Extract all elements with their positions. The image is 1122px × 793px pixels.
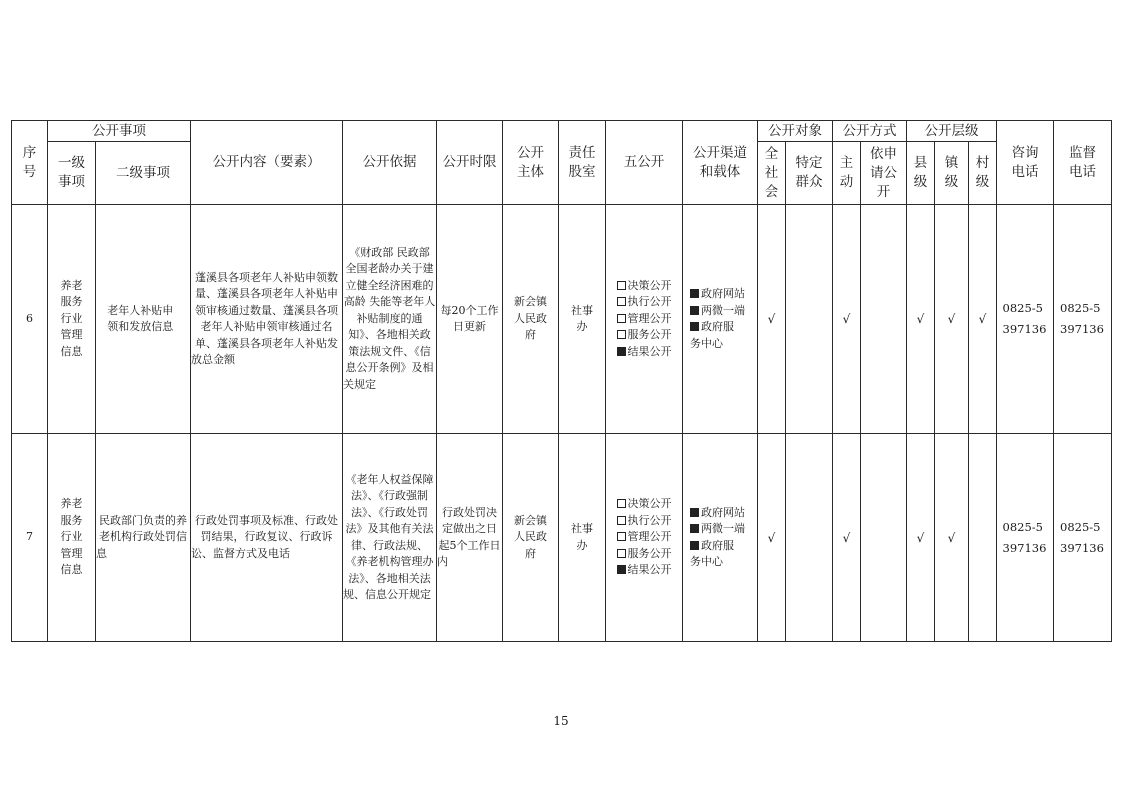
header-supervise-phone: 监督电话 [1054,121,1112,205]
header-whole-society: 全社会 [758,142,786,205]
five-open-option: 管理公开 [617,311,672,328]
checkbox-filled-icon [690,508,699,517]
row-supervise-phone: 0825-5397136 [1054,434,1112,642]
row-active: √ [833,434,861,642]
row-on-request [861,205,907,434]
channel-option: 两微一端 [690,521,757,538]
five-open-option: 服务公开 [617,546,672,563]
row-on-request [861,434,907,642]
row-village [969,434,997,642]
row-five-open [606,434,683,642]
row-level2: 老年人补贴申领和发放信息 [96,205,191,434]
header-five-open: 五公开 [606,121,683,205]
header-channel: 公开渠道和载体 [683,121,758,205]
channel-option: 政府服务中心 [690,320,734,350]
five-open-option: 结果公开 [617,562,672,579]
row-specific-group [786,434,833,642]
header-subject: 公开主体 [503,121,559,205]
row-whole-society: √ [758,434,786,642]
five-open-option: 服务公开 [617,327,672,344]
row-consult-phone: 0825-5397136 [997,434,1054,642]
header-group-mode: 公开方式 [833,121,907,142]
checkbox-empty-icon [617,281,626,290]
header-village: 村级 [969,142,997,205]
row-supervise-phone: 0825-5397136 [1054,205,1112,434]
header-on-request: 依申请公开 [861,142,907,205]
checkbox-empty-icon [617,330,626,339]
five-open-option: 结果公开 [617,344,672,361]
five-open-option: 管理公开 [617,529,672,546]
table-row [12,205,1112,434]
row-subject: 新会镇人民政府 [503,434,559,642]
header-group-target: 公开对象 [758,121,833,142]
header-time-limit: 公开时限 [437,121,503,205]
row-five-open [606,205,683,434]
row-time-limit: 行政处罚决定做出之日起5个工作日内 [437,434,503,642]
header-level1: 一级事项 [48,142,96,205]
checkbox-empty-icon [617,532,626,541]
five-open-option: 决策公开 [617,278,672,295]
checkbox-empty-icon [617,516,626,525]
page-number: 15 [553,714,569,728]
header-basis: 公开依据 [343,121,437,205]
row-basis: 《老年人权益保障法》、《行政强制法》、《行政处罚法》及其他有关法律、行政法规、《养老机构管理办法》、各地相关法规、信息公开规定 [343,434,437,642]
row-town: √ [935,434,969,642]
row-time-limit: 每20个工作日更新 [437,205,503,434]
header-county: 县级 [907,142,935,205]
row-office: 社事办 [559,205,606,434]
row-active: √ [833,205,861,434]
header-specific-group: 特定群众 [786,142,833,205]
row-seq: 6 [12,205,48,434]
row-seq: 7 [12,434,48,642]
checkbox-filled-icon [690,322,699,331]
checkbox-empty-icon [617,549,626,558]
row-level2: 民政部门负责的养老机构行政处罚信息 [96,434,191,642]
checkbox-filled-icon [617,565,626,574]
header-level2: 二级事项 [96,142,191,205]
row-specific-group [786,205,833,434]
checkbox-filled-icon [690,541,699,550]
row-county: √ [907,205,935,434]
row-channels [683,205,758,434]
header-group-level: 公开层级 [907,121,997,142]
checkbox-filled-icon [690,289,699,298]
checkbox-filled-icon [690,524,699,533]
header-consult-phone: 咨询电话 [997,121,1054,205]
row-town: √ [935,205,969,434]
row-channels [683,434,758,642]
header-seq: 序号 [12,121,48,205]
row-level1: 养老服务行业管理信息 [48,205,96,434]
row-consult-phone: 0825-5397136 [997,205,1054,434]
row-county: √ [907,434,935,642]
table-row [12,434,1112,642]
header-active: 主动 [833,142,861,205]
channel-option: 政府网站 [690,505,757,522]
header-group-items: 公开事项 [48,121,191,142]
channel-option: 政府网站 [690,286,757,303]
five-open-option: 决策公开 [617,496,672,513]
row-subject: 新会镇人民政府 [503,205,559,434]
checkbox-empty-icon [617,499,626,508]
checkbox-filled-icon [690,306,699,315]
five-open-option: 执行公开 [617,513,672,530]
row-content: 蓬溪县各项老年人补贴申领数量、蓬溪县各项老年人补贴申领审核通过数量、蓬溪县各项老年人补贴申领审核通过名单、蓬溪县各项老年人补贴发放总金额 [191,205,343,434]
row-level1: 养老服务行业管理信息 [48,434,96,642]
row-office: 社事办 [559,434,606,642]
header-content: 公开内容（要素） [191,121,343,205]
checkbox-filled-icon [617,347,626,356]
row-whole-society: √ [758,205,786,434]
row-village: √ [969,205,997,434]
checkbox-empty-icon [617,314,626,323]
channel-option: 两微一端 [690,303,757,320]
disclosure-table [11,120,1112,642]
header-office: 责任股室 [559,121,606,205]
channel-option: 政府服务中心 [690,538,734,568]
row-basis: 《财政部 民政部 全国老龄办关于建立健全经济困难的高龄 失能等老年人补贴制度的通知》、各地相关政策法规文件、《信息公开条例》及相关规定 [343,205,437,434]
checkbox-empty-icon [617,297,626,306]
five-open-option: 执行公开 [617,294,672,311]
row-content: 行政处罚事项及标准、行政处罚结果，行政复议、行政诉讼、监督方式及电话 [191,434,343,642]
header-town: 镇级 [935,142,969,205]
